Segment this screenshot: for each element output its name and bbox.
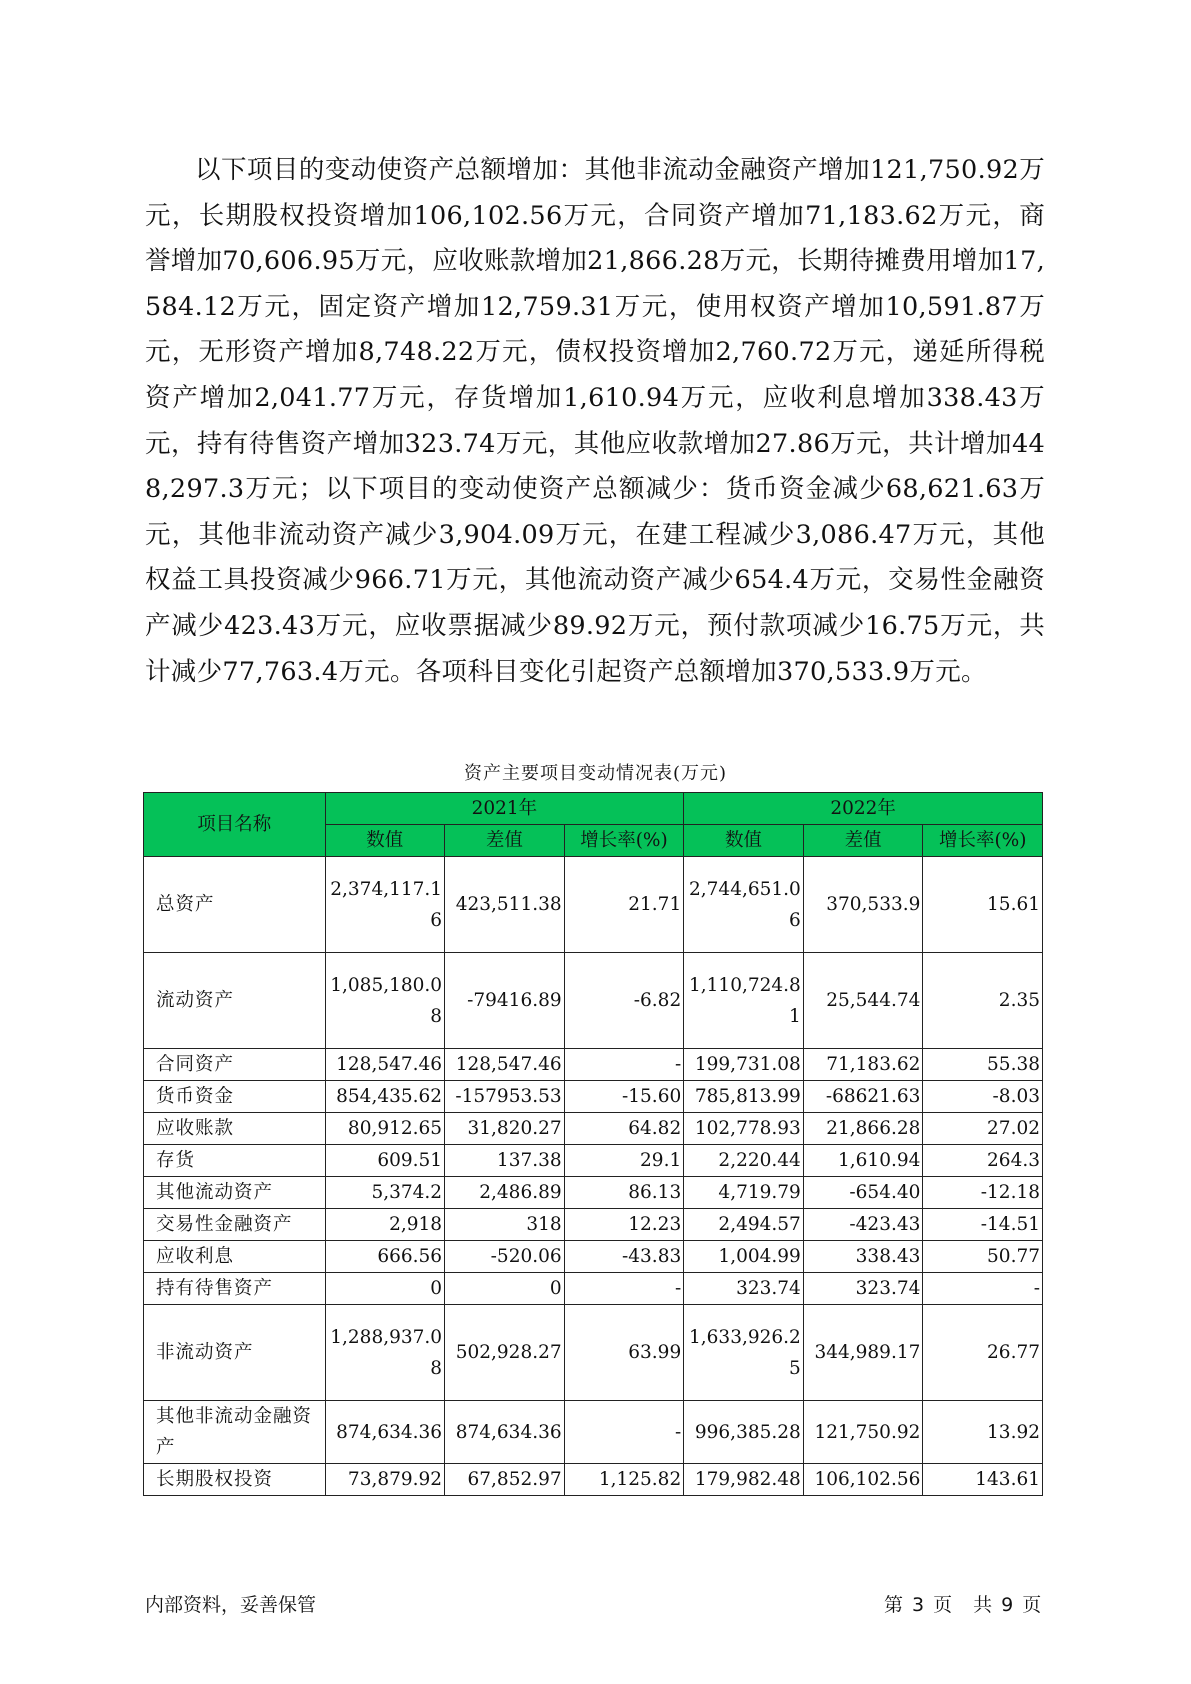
cell-growth-2022: -8.03 <box>923 1081 1043 1113</box>
row-label: 流动资产 <box>144 953 326 1049</box>
cell-diff-2022: 71,183.62 <box>803 1049 923 1081</box>
cell-growth-2022: 27.02 <box>923 1113 1043 1145</box>
cell-diff-2021: 2,486.89 <box>445 1177 565 1209</box>
cell-growth-2021: -43.83 <box>564 1241 684 1273</box>
cell-growth-2022: 264.3 <box>923 1145 1043 1177</box>
cell-growth-2021: 86.13 <box>564 1177 684 1209</box>
cell-value-2022: 102,778.93 <box>684 1113 804 1145</box>
page-total: 9 <box>1001 1594 1015 1616</box>
header-year-2022: 2022年 <box>684 793 1043 825</box>
cell-diff-2022: -68621.63 <box>803 1081 923 1113</box>
cell-diff-2022: 25,544.74 <box>803 953 923 1049</box>
cell-value-2021: 2,918 <box>325 1209 445 1241</box>
header-diff-2022: 差值 <box>803 825 923 857</box>
row-label: 应收利息 <box>144 1241 326 1273</box>
asset-change-table <box>143 792 1043 1496</box>
cell-diff-2021: 502,928.27 <box>445 1305 565 1401</box>
cell-value-2022: 199,731.08 <box>684 1049 804 1081</box>
cell-diff-2022: 106,102.56 <box>803 1464 923 1496</box>
table-row <box>144 1081 1043 1113</box>
table-row <box>144 1305 1043 1401</box>
page-prefix: 第 <box>884 1594 905 1616</box>
cell-value-2022: 179,982.48 <box>684 1464 804 1496</box>
header-growth-2021: 增长率(%) <box>564 825 684 857</box>
table-row <box>144 1401 1043 1464</box>
cell-value-2021: 73,879.92 <box>325 1464 445 1496</box>
cell-growth-2021: - <box>564 1049 684 1081</box>
cell-value-2021: 666.56 <box>325 1241 445 1273</box>
cell-growth-2021: 12.23 <box>564 1209 684 1241</box>
cell-diff-2022: 323.74 <box>803 1273 923 1305</box>
table-row <box>144 1464 1043 1496</box>
cell-growth-2022: 143.61 <box>923 1464 1043 1496</box>
cell-value-2022: 2,220.44 <box>684 1145 804 1177</box>
cell-value-2021: 1,288,937.08 <box>325 1305 445 1401</box>
cell-growth-2021: -6.82 <box>564 953 684 1049</box>
cell-diff-2021: -520.06 <box>445 1241 565 1273</box>
cell-diff-2022: 21,866.28 <box>803 1113 923 1145</box>
page-number <box>880 1590 1046 1617</box>
cell-growth-2021: - <box>564 1273 684 1305</box>
row-label: 存货 <box>144 1145 326 1177</box>
cell-growth-2021: - <box>564 1401 684 1464</box>
cell-growth-2022: 15.61 <box>923 857 1043 953</box>
row-label: 应收账款 <box>144 1113 326 1145</box>
table-row <box>144 1145 1043 1177</box>
cell-diff-2022: 1,610.94 <box>803 1145 923 1177</box>
cell-diff-2021: 31,820.27 <box>445 1113 565 1145</box>
cell-growth-2022: -12.18 <box>923 1177 1043 1209</box>
cell-growth-2022: - <box>923 1273 1043 1305</box>
row-label: 其他流动资产 <box>144 1177 326 1209</box>
cell-growth-2021: 21.71 <box>564 857 684 953</box>
table-row <box>144 1049 1043 1081</box>
cell-diff-2021: 0 <box>445 1273 565 1305</box>
cell-growth-2021: 64.82 <box>564 1113 684 1145</box>
table-row <box>144 1113 1043 1145</box>
cell-growth-2022: 26.77 <box>923 1305 1043 1401</box>
cell-diff-2021: 318 <box>445 1209 565 1241</box>
cell-diff-2021: -79416.89 <box>445 953 565 1049</box>
cell-value-2022: 2,744,651.06 <box>684 857 804 953</box>
table-row <box>144 1177 1043 1209</box>
row-label: 长期股权投资 <box>144 1464 326 1496</box>
row-label: 其他非流动金融资产 <box>144 1401 326 1464</box>
cell-value-2022: 1,004.99 <box>684 1241 804 1273</box>
cell-growth-2021: 1,125.82 <box>564 1464 684 1496</box>
cell-value-2021: 128,547.46 <box>325 1049 445 1081</box>
cell-growth-2021: -15.60 <box>564 1081 684 1113</box>
cell-diff-2022: 338.43 <box>803 1241 923 1273</box>
cell-value-2021: 0 <box>325 1273 445 1305</box>
header-year-2021: 2021年 <box>325 793 684 825</box>
table-row <box>144 1273 1043 1305</box>
cell-diff-2021: 423,511.38 <box>445 857 565 953</box>
table-caption: 资产主要项目变动情况表(万元) <box>463 763 728 784</box>
cell-value-2022: 2,494.57 <box>684 1209 804 1241</box>
cell-growth-2022: 13.92 <box>923 1401 1043 1464</box>
cell-value-2021: 854,435.62 <box>325 1081 445 1113</box>
cell-diff-2021: -157953.53 <box>445 1081 565 1113</box>
cell-value-2021: 1,085,180.08 <box>325 953 445 1049</box>
table-row <box>144 1241 1043 1273</box>
body-paragraph: 以下项目的变动使资产总额增加：其他非流动金融资产增加121,750.92万元，长期股权投资增加106,102.56万元，合同资产增加71,183.62万元，商誉增加70,606.95万元，应收账款增加21,866.28万元，长期待摊费用增加17,584.12万元，固定资产增加12,759.31万元，使用权资产增加10,591.87万元，无形资产增加8,748.22万元，债权投资增加2,760.72万元，递延所得税资产增加2,041.77万元，存货增加1,610.94万元，应收利息增加338.43万元，持有待售资产增加323.74万元，其他应收款增加27.86万元，共计增加448,297.3万元；以下项目的变动使资产总额减少：货币资金减少68,621.63万元，其他非流动资产减少3,904.09万元，在建工程减少3,086.47万元，其他权益工具投资减少966.71万元，其他流动资产减少654.4万元，交易性金融资产减少423.43万元，应收票据减少89.92万元，预付款项减少16.75万元，共计减少77,763.4万元。各项科目变化引起资产总额增加370,533.9万元。 <box>145 155 1045 687</box>
row-label: 非流动资产 <box>144 1305 326 1401</box>
cell-growth-2022: 2.35 <box>923 953 1043 1049</box>
row-label: 交易性金融资产 <box>144 1209 326 1241</box>
cell-growth-2021: 29.1 <box>564 1145 684 1177</box>
cell-diff-2021: 67,852.97 <box>445 1464 565 1496</box>
cell-value-2022: 996,385.28 <box>684 1401 804 1464</box>
cell-growth-2022: 50.77 <box>923 1241 1043 1273</box>
cell-growth-2022: -14.51 <box>923 1209 1043 1241</box>
header-value-2022: 数值 <box>684 825 804 857</box>
row-label: 货币资金 <box>144 1081 326 1113</box>
cell-diff-2022: 370,533.9 <box>803 857 923 953</box>
cell-value-2022: 1,110,724.81 <box>684 953 804 1049</box>
page-suffix: 页 <box>1022 1594 1043 1616</box>
cell-diff-2021: 137.38 <box>445 1145 565 1177</box>
table-row <box>144 857 1043 953</box>
cell-value-2021: 609.51 <box>325 1145 445 1177</box>
table-row <box>144 1209 1043 1241</box>
cell-diff-2022: 121,750.92 <box>803 1401 923 1464</box>
cell-value-2022: 4,719.79 <box>684 1177 804 1209</box>
cell-growth-2021: 63.99 <box>564 1305 684 1401</box>
header-diff-2021: 差值 <box>445 825 565 857</box>
table-row <box>144 953 1043 1049</box>
row-label: 合同资产 <box>144 1049 326 1081</box>
row-label: 持有待售资产 <box>144 1273 326 1305</box>
footer-confidential-note: 内部资料，妥善保管 <box>145 1594 317 1616</box>
cell-diff-2021: 128,547.46 <box>445 1049 565 1081</box>
cell-diff-2022: -423.43 <box>803 1209 923 1241</box>
cell-value-2022: 1,633,926.25 <box>684 1305 804 1401</box>
cell-value-2021: 874,634.36 <box>325 1401 445 1464</box>
cell-diff-2022: -654.40 <box>803 1177 923 1209</box>
cell-growth-2022: 55.38 <box>923 1049 1043 1081</box>
header-growth-2022: 增长率(%) <box>923 825 1043 857</box>
cell-diff-2021: 874,634.36 <box>445 1401 565 1464</box>
cell-value-2021: 5,374.2 <box>325 1177 445 1209</box>
cell-value-2022: 785,813.99 <box>684 1081 804 1113</box>
cell-value-2021: 2,374,117.16 <box>325 857 445 953</box>
header-item-name: 项目名称 <box>144 793 326 857</box>
row-label: 总资产 <box>144 857 326 953</box>
cell-diff-2022: 344,989.17 <box>803 1305 923 1401</box>
header-value-2021: 数值 <box>325 825 445 857</box>
cell-value-2022: 323.74 <box>684 1273 804 1305</box>
cell-value-2021: 80,912.65 <box>325 1113 445 1145</box>
page-current: 3 <box>912 1594 926 1616</box>
page-mid: 页 共 <box>933 1594 994 1616</box>
